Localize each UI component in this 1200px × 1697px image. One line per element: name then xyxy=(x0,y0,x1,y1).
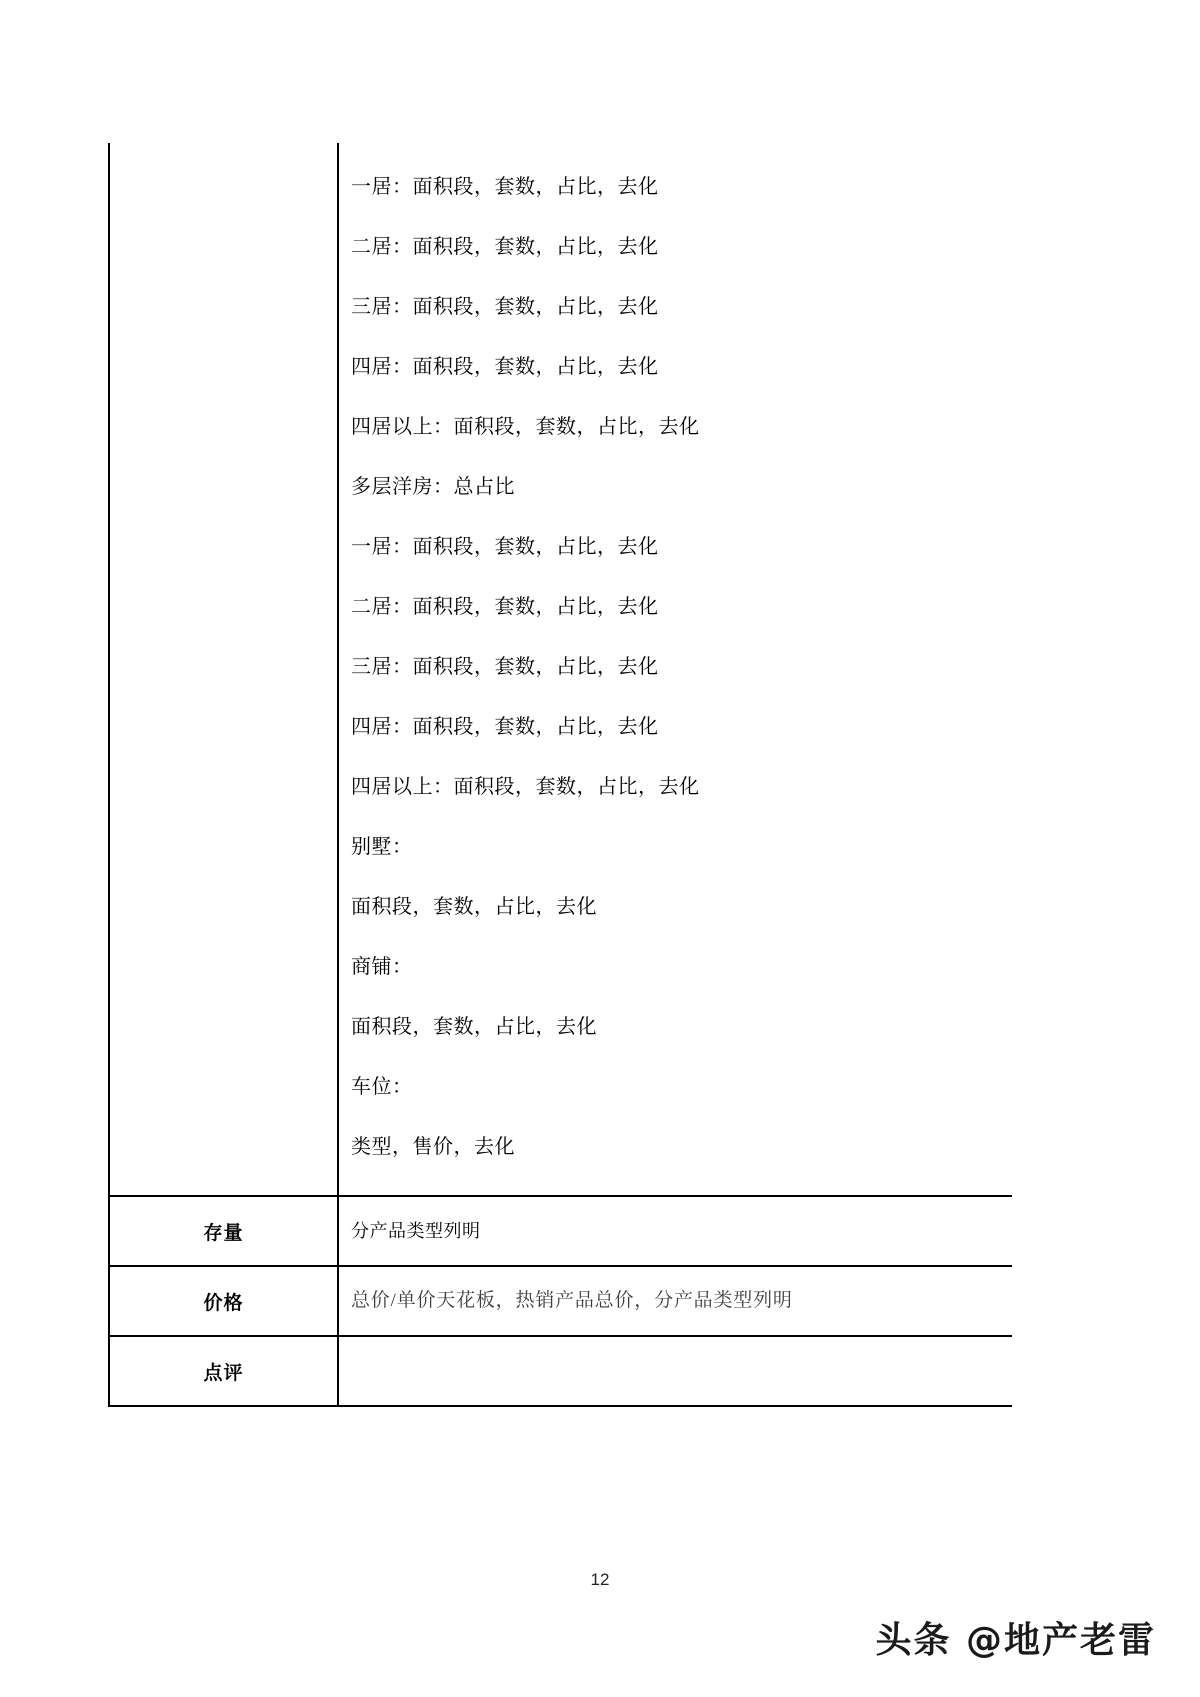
table-row xyxy=(109,1336,1012,1406)
spec-line: 商铺： xyxy=(351,956,413,978)
row-label-continued xyxy=(110,143,337,1158)
row-label-cell-review xyxy=(109,1336,338,1406)
spec-line-list xyxy=(339,143,1012,1195)
row-label-cell-price xyxy=(109,1266,338,1336)
spec-line: 四居：面积段，套数，占比，去化 xyxy=(351,356,659,378)
spec-line: 二居：面积段，套数，占比，去化 xyxy=(351,236,659,258)
row-content-inventory: 分产品类型列明 xyxy=(351,1221,481,1241)
row-content-cell-price xyxy=(338,1266,1012,1336)
row-label-inventory: 存量 xyxy=(203,1222,244,1244)
page-number: 12 xyxy=(590,1570,610,1589)
row-label-cell-continued xyxy=(109,143,338,1196)
spec-line: 一居：面积段，套数，占比，去化 xyxy=(351,536,659,558)
spec-line: 类型，售价，去化 xyxy=(351,1136,515,1158)
spec-line: 车位： xyxy=(351,1076,413,1098)
spec-line: 三居：面积段，套数，占比，去化 xyxy=(351,296,659,318)
row-label-cell-inventory xyxy=(109,1196,338,1266)
row-label-review: 点评 xyxy=(203,1362,244,1384)
spec-line: 四居以上：面积段，套数，占比，去化 xyxy=(351,416,700,438)
spec-line: 别墅： xyxy=(351,836,413,858)
spec-line: 四居：面积段，套数，占比，去化 xyxy=(351,716,659,738)
spec-line: 多层洋房：总占比 xyxy=(351,476,515,498)
table-body xyxy=(109,143,1012,1406)
row-content-review xyxy=(339,1337,1012,1405)
watermark: 头条 @地产老雷 xyxy=(875,1620,1156,1661)
row-label-price: 价格 xyxy=(203,1292,244,1314)
row-content-price: 总价/单价天花板，热销产品总价，分产品类型列明 xyxy=(351,1290,793,1311)
spec-line: 一居：面积段，套数，占比，去化 xyxy=(351,176,659,198)
spec-line: 二居：面积段，套数，占比，去化 xyxy=(351,596,659,618)
spec-line: 面积段，套数，占比，去化 xyxy=(351,896,597,918)
row-content-cell-continued xyxy=(338,143,1012,1196)
table-row-continued xyxy=(109,143,1012,1196)
product-spec-table xyxy=(108,143,1012,1407)
spec-line: 面积段，套数，占比，去化 xyxy=(351,1016,597,1038)
spec-line: 四居以上：面积段，套数，占比，去化 xyxy=(351,776,700,798)
row-content-cell-inventory xyxy=(338,1196,1012,1266)
row-content-cell-review xyxy=(338,1336,1012,1406)
table-row xyxy=(109,1196,1012,1266)
spec-line: 三居：面积段，套数，占比，去化 xyxy=(351,656,659,678)
table-row xyxy=(109,1266,1012,1336)
